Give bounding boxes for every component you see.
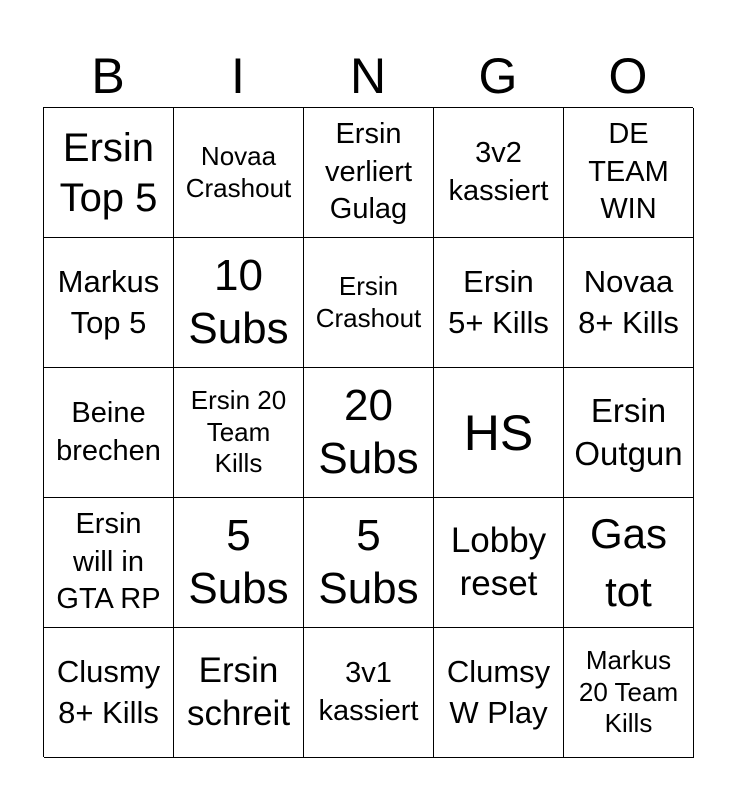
bingo-cell-r4-c4[interactable]: Lobby reset — [434, 498, 564, 628]
bingo-cell-r4-c1[interactable]: Ersin will in GTA RP — [44, 498, 174, 628]
bingo-header — [43, 44, 693, 108]
header-letter-g: G — [478, 48, 518, 104]
bingo-cell-r1-c1[interactable]: Ersin Top 5 — [44, 108, 174, 238]
header-letter-o: O — [608, 48, 648, 104]
bingo-cell-r3-c3[interactable]: 20 Subs — [304, 368, 434, 498]
bingo-cell-r2-c5[interactable]: Novaa 8+ Kills — [564, 238, 694, 368]
bingo-cell-r1-c2[interactable]: Novaa Crashout — [174, 108, 304, 238]
bingo-cell-r3-c5[interactable]: Ersin Outgun — [564, 368, 694, 498]
bingo-cell-r5-c3[interactable]: 3v1 kassiert — [304, 628, 434, 758]
bingo-cell-r3-c4[interactable]: HS — [434, 368, 564, 498]
bingo-cell-r4-c2[interactable]: 5 Subs — [174, 498, 304, 628]
bingo-cell-r2-c1[interactable]: Markus Top 5 — [44, 238, 174, 368]
bingo-cell-r3-c1[interactable]: Beine brechen — [44, 368, 174, 498]
bingo-cell-r3-c2[interactable]: Ersin 20 Team Kills — [174, 368, 304, 498]
bingo-cell-r2-c4[interactable]: Ersin 5+ Kills — [434, 238, 564, 368]
bingo-cell-r5-c2[interactable]: Ersin schreit — [174, 628, 304, 758]
bingo-cell-r1-c4[interactable]: 3v2 kassiert — [434, 108, 564, 238]
header-letter-b: B — [91, 48, 125, 104]
bingo-cell-r1-c5[interactable]: DE TEAM WIN — [564, 108, 694, 238]
header-letter-n: N — [349, 48, 387, 104]
bingo-card-grid — [43, 107, 693, 757]
bingo-cell-r5-c5[interactable]: Markus 20 Team Kills — [564, 628, 694, 758]
bingo-cell-r4-c5[interactable]: Gas tot — [564, 498, 694, 628]
bingo-cell-r2-c2[interactable]: 10 Subs — [174, 238, 304, 368]
bingo-cell-r5-c4[interactable]: Clumsy W Play — [434, 628, 564, 758]
bingo-cell-r2-c3[interactable]: Ersin Crashout — [304, 238, 434, 368]
header-letter-i: I — [231, 48, 245, 104]
bingo-cell-r4-c3[interactable]: 5 Subs — [304, 498, 434, 628]
bingo-cell-r1-c3[interactable]: Ersin verliert Gulag — [304, 108, 434, 238]
bingo-cell-r5-c1[interactable]: Clusmy 8+ Kills — [44, 628, 174, 758]
